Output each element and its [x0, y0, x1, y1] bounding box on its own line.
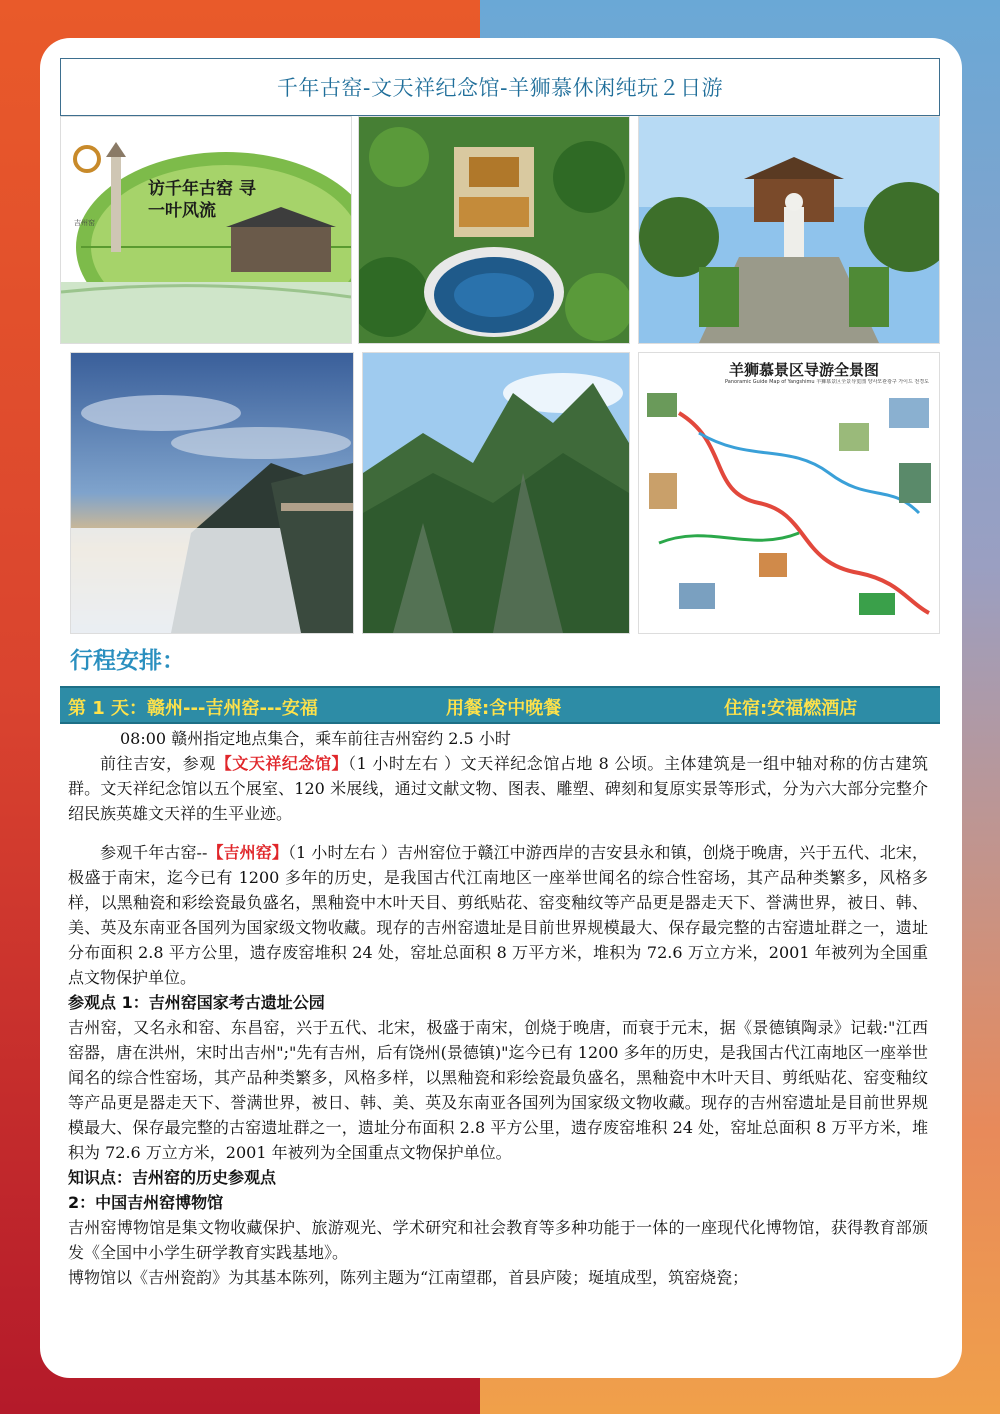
- content-frame: [60, 58, 940, 1358]
- poster-brand: 吉州窑: [74, 219, 95, 227]
- photo-mountain-peaks: [362, 352, 630, 634]
- spacer: [68, 826, 928, 840]
- paragraph-memorial: [68, 751, 928, 826]
- photo-sea-of-clouds: [70, 352, 354, 634]
- photo-temple-aerial: [358, 116, 630, 344]
- day1-hotel: 住宿:安福燃酒店: [724, 698, 858, 719]
- photo-grid: [60, 116, 940, 632]
- kiln-duration: （1 小时左右 ）: [287, 843, 398, 862]
- memorial-highlight: 【文天祥纪念馆】: [215, 754, 349, 773]
- day1-bar: [60, 686, 940, 724]
- sea-of-clouds-image: [71, 353, 353, 633]
- memorial-duration: （1 小时左右 ）: [348, 754, 461, 773]
- point1-text: 吉州窑，又名永和窑、东昌窑，兴于五代、北宋，极盛于南宋，创烧于晚唐，而衰于元末，据《景德镇陶录》记载:"江西窑器，唐在洪州，宋时出吉州";"先有吉州，后有饶州(景德镇)"迄今已有 1200 多年的历史，是我国古代江南地区一座举世闻名的综合性窑场，其产品种类繁多，风格多样，以黑釉瓷和彩绘瓷最负盛名，黑釉瓷中木叶天目、剪纸贴花、窑变釉纹等产品更是器走天下、誉满世界，被日、韩、美、英及东南亚各国列为国家级文物收藏。现存的吉州窑遗址是目前世界规模最大、保存最完整的古窑遗址群之一，遗址分布面积 2.8 平方公里，遗存废窑堆积 24 处，窑址总面积 8 万平方米，堆积为 72.6 万立方米，2001 年被列为全国重点文物保护单位。: [68, 1018, 928, 1162]
- kiln-highlight: 【吉州窑】: [207, 843, 288, 862]
- kiln-description: 吉州窑位于赣江中游西岸的吉安县永和镇，创烧于晚唐，兴于五代、北宋，极盛于南宋，迄今已有 1200 多年的历史，是我国古代江南地区一座举世闻名的综合性窑场，其产品种类繁多，风格多样，以黑釉瓷和彩绘瓷最负盛名，黑釉瓷中木叶天目、剪纸贴花、窑变釉纹等产品更是器走天下、誉满世界，被日、韩、美、英及东南亚各国列为国家级文物收藏。现存的吉州窑遗址是目前世界规模最大、保存最完整的古窑遗址群之一，遗址分布面积 2.8 平方公里，遗存废窑堆积 24 处，窑址总面积 8 万平方米，堆积为 72.6 万立方米，2001 年被列为全国重点文物保护单位。: [68, 843, 928, 987]
- section-heading: 行程安排：: [70, 648, 185, 674]
- photo-wen-tianxiang-memorial: [638, 116, 940, 344]
- itinerary-card: [40, 38, 962, 1378]
- photo-jizhou-kiln-poster: [60, 116, 352, 344]
- poster-slogan: 访千年古窑 寻一叶风流: [148, 179, 256, 221]
- yangshimu-map-image: [639, 353, 939, 633]
- day1-meals: 用餐:含中晚餐: [446, 698, 562, 719]
- title-box: [60, 58, 940, 116]
- itinerary-content: [68, 726, 928, 1290]
- jizhou-kiln-poster-image: [61, 117, 351, 343]
- memorial-intro: 前往吉安，参观: [100, 754, 216, 773]
- paragraph-kiln: [68, 840, 928, 990]
- knowledge-point: 知识点：吉州窑的历史参观点: [68, 1168, 277, 1187]
- mountain-peaks-image: [363, 353, 629, 633]
- temple-aerial-image: [359, 117, 629, 343]
- point2-title: 2：中国吉州窑博物馆: [68, 1193, 224, 1212]
- map-subtitle: Panoramic Guide Map of Yangshimu 羊狮慕景区全景导览图 양사모관광구 가이드 전경도: [725, 379, 929, 385]
- day1-route: 第 1 天：赣州---吉州窑---安福: [68, 698, 318, 719]
- photo-yangshimu-map: [638, 352, 940, 634]
- memorial-description: 文天祥纪念馆占地 8 公顷。主体建筑是一组中轴对称的仿古建筑群。文天祥纪念馆以五个展室、120 米展线，通过文献文物、图表、雕塑、碑刻和复原实景等形式，分为六大部分完整介绍民族英雄文天祥的生平业迹。: [68, 754, 928, 823]
- page-title: 千年古窑-文天祥纪念馆-羊狮慕休闲纯玩２日游: [276, 76, 724, 100]
- memorial-image: [639, 117, 939, 343]
- map-title: 羊狮慕景区导游全景图: [729, 361, 880, 379]
- paragraph-departure: 08:00 赣州指定地点集合，乘车前往吉州窑约 2.5 小时: [120, 729, 511, 748]
- point2-text: 吉州窑博物馆是集文物收藏保护、旅游观光、学术研究和社会教育等多种功能于一体的一座现代化博物馆，获得教育部颁发《全国中小学生研学教育实践基地》。: [68, 1218, 928, 1262]
- point1-title: 参观点 1：吉州窑国家考古遗址公园: [68, 993, 325, 1012]
- kiln-intro: 参观千年古窑--: [100, 843, 208, 862]
- point2-text-2: 博物馆以《吉州瓷韵》为其基本陈列，陈列主题为“江南望郡，首县庐陵；埏埴成型，筑窑烧瓷；: [68, 1268, 749, 1287]
